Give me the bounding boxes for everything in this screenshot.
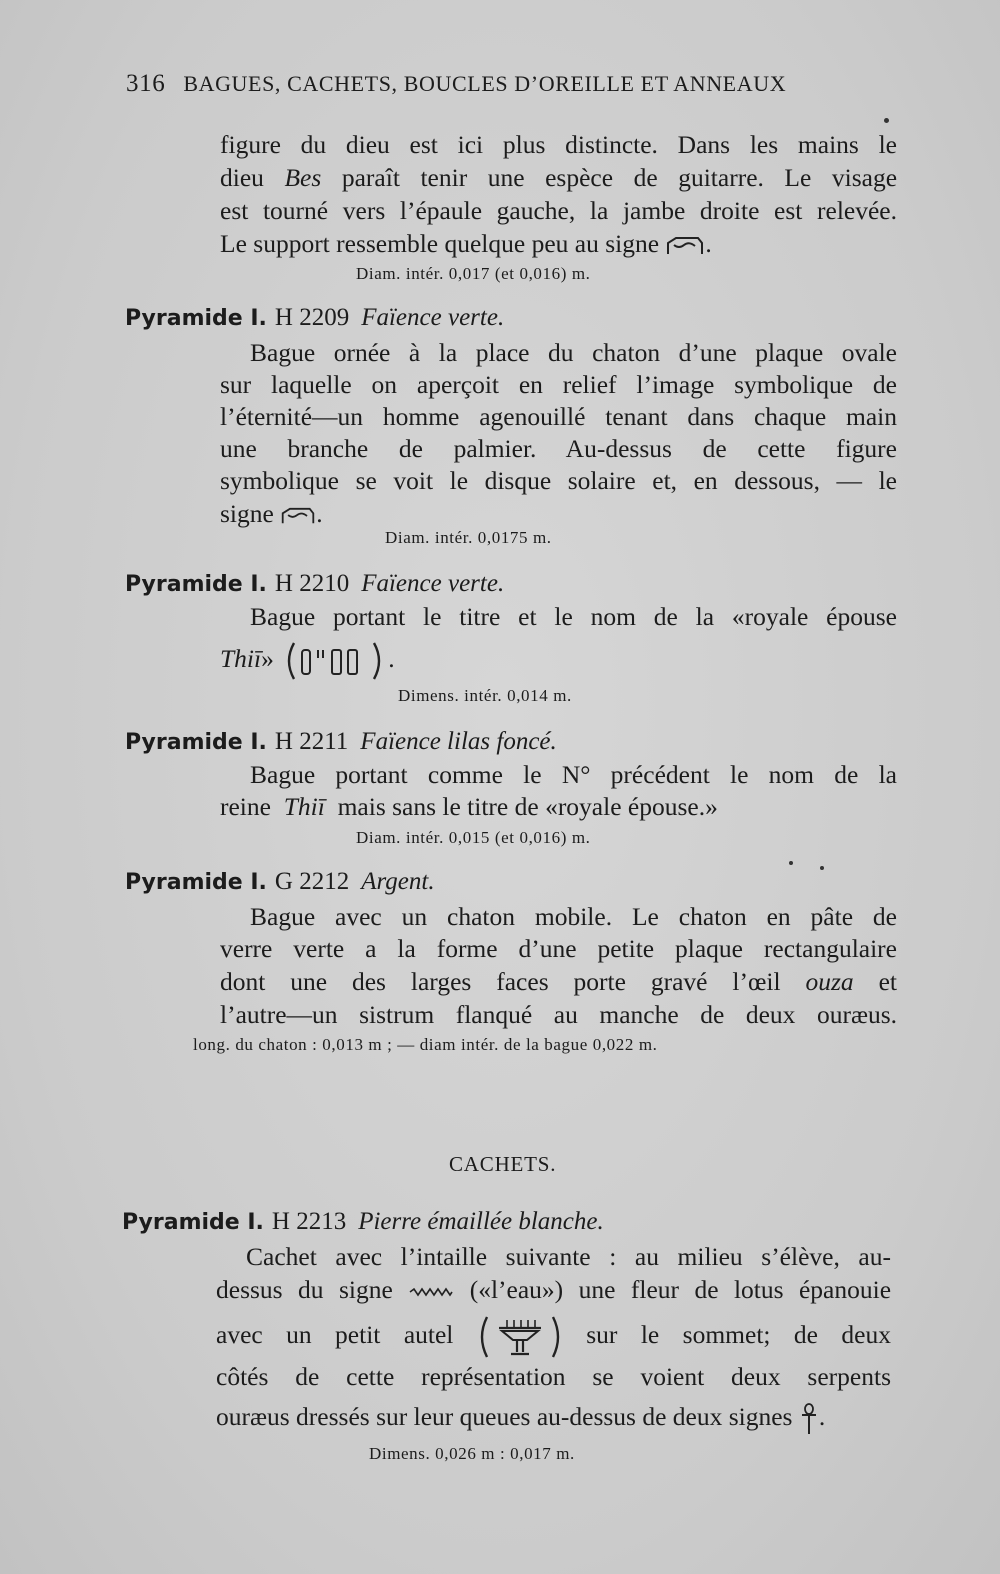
entry-line: une branche de palmier. Au-dessus de cette figure — [220, 434, 897, 463]
entry-line: reine Thiī mais sans le titre de «royale épouse.» — [220, 792, 718, 821]
entry-title-h2213: Pyramide I. H 2213 Pierre émaillée blanche. — [122, 1208, 604, 1235]
section-title: CACHETS. — [449, 1152, 557, 1176]
entry-line: verre verte a la forme d’une petite plaque rectangulaire — [220, 934, 897, 963]
cartouche-glyph-icon — [280, 640, 388, 682]
print-speck — [884, 118, 889, 123]
page-number: 316 — [126, 70, 166, 97]
running-header — [126, 70, 836, 98]
entry-title-h2209: Pyramide I. H 2209 Faïence verte. — [125, 304, 505, 331]
cachet-line-3: avec un petit autel sur le sommet; de deux — [216, 1314, 891, 1360]
entry-line: dont une des larges faces porte gravé l’œil ouza et — [220, 967, 898, 996]
entry-measure: Dimens. intér. 0,014 m. — [398, 686, 572, 705]
altar-glyph-icon — [477, 1314, 563, 1360]
entry-title-g2212: Pyramide I. G 2212 Argent. — [125, 868, 435, 895]
entry-line: Thiī» . — [220, 640, 897, 682]
entry-line: Bague ornée à la place du chaton d’une plaque ovale — [250, 338, 897, 367]
entry-title-h2211: Pyramide I. H 2211 Faïence lilas foncé. — [125, 728, 557, 755]
print-speck — [789, 861, 793, 865]
cachet-line-4: côtés de cette représentation se voient deux serpents — [216, 1362, 891, 1391]
cachet-line-5: ouræus dressés sur leur queues au-dessus de deux signes . — [216, 1400, 891, 1436]
entry-line: Bague portant comme le N° précédent le nom de la — [250, 760, 897, 789]
entry-measure: Diam. intér. 0,0175 m. — [385, 528, 552, 547]
sign-glyph-icon — [665, 235, 705, 257]
intro-line-4: Le support ressemble quelque peu au signe . — [220, 229, 712, 258]
entry-line: signe . — [220, 499, 323, 528]
cachet-line-1: Cachet avec l’intaille suivante : au milieu s’élève, au- — [246, 1242, 891, 1271]
intro-line-1: figure du dieu est ici plus distincte. Dans les mains le — [220, 130, 897, 159]
entry-line: Bague portant le titre et le nom de la «royale épouse — [250, 602, 897, 631]
ankh-glyph-icon — [799, 1402, 819, 1436]
intro-measure: Diam. intér. 0,017 (et 0,016) m. — [356, 264, 591, 283]
print-speck — [820, 866, 824, 870]
entry-measure: Diam. intér. 0,015 (et 0,016) m. — [356, 828, 591, 847]
water-sign-icon — [408, 1286, 454, 1298]
running-title: BAGUES, CACHETS, BOUCLES D’OREILLE ET ANNEAUX — [183, 71, 787, 96]
entry-line: sur laquelle on aperçoit en relief l’image symbolique de — [220, 370, 897, 399]
entry-title-h2210: Pyramide I. H 2210 Faïence verte. — [125, 570, 505, 597]
sign-glyph-icon — [280, 506, 316, 526]
entry-line: l’éternité—un homme agenouillé tenant dans chaque main — [220, 402, 897, 431]
intro-line-3: est tourné vers l’épaule gauche, la jambe droite est relevée. — [220, 196, 897, 225]
cachet-line-2: dessus du signe («l’eau») une fleur de lotus épanouie — [216, 1275, 892, 1304]
intro-line-2: dieu Bes paraît tenir une espèce de guitarre. Le visage — [220, 163, 898, 192]
entry-line: l’autre—un sistrum flanqué au manche de deux ouræus. — [220, 1000, 897, 1029]
cachet-measure: Dimens. 0,026 m : 0,017 m. — [369, 1444, 575, 1463]
entry-measure: long. du chaton : 0,013 m ; — diam intér. de la bague 0,022 m. — [193, 1035, 658, 1054]
entry-line: Bague avec un chaton mobile. Le chaton en pâte de — [250, 902, 897, 931]
entry-line: symbolique se voit le disque solaire et, en dessous, — le — [220, 466, 897, 495]
